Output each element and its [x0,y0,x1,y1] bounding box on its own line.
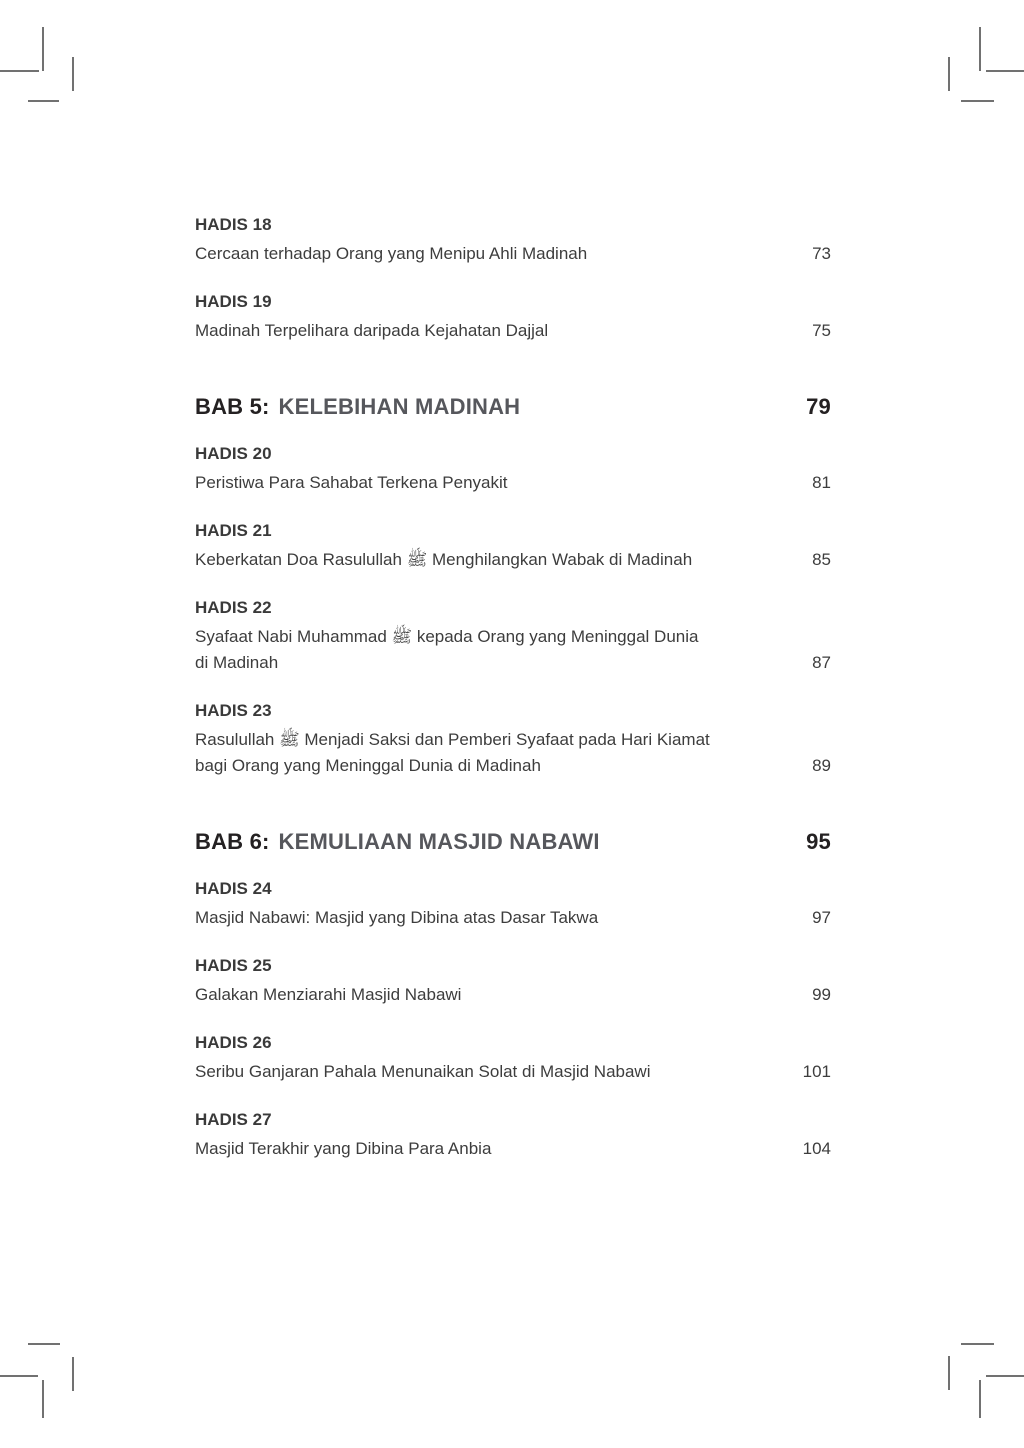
crop-mark-top-left-inner-vertical [72,57,74,91]
hadis-heading: HADIS 24 [195,879,272,898]
table-of-contents [195,214,831,1186]
toc-entry-row [195,1059,831,1085]
crop-mark-top-right-outer-horizontal [986,70,1024,72]
toc-entry [195,955,831,1008]
toc-entry [195,520,831,573]
page-number: 81 [812,473,831,492]
chapter-row [195,393,831,421]
toc-entry [195,214,831,267]
toc-entry [195,1032,831,1085]
crop-mark-bottom-left-inner-horizontal [28,1343,60,1345]
chapter-title: KELEBIHAN MADINAH [278,394,521,419]
page-number: 99 [812,985,831,1004]
crop-mark-bottom-left-outer-horizontal [0,1375,38,1377]
crop-mark-top-left-inner-horizontal [28,100,59,102]
hadis-heading: HADIS 23 [195,701,272,720]
toc-entry [195,1109,831,1162]
hadis-heading: HADIS 19 [195,292,272,311]
hadis-title: Masjid Terakhir yang Dibina Para Anbia [195,1139,492,1158]
page-number: 101 [802,1062,831,1081]
page-number: 73 [812,244,831,263]
toc-entry-row [195,727,831,779]
page-number: 85 [812,550,831,569]
toc-entry-row [195,547,831,573]
crop-mark-bottom-left-inner-vertical [72,1357,74,1391]
hadis-title: Seribu Ganjaran Pahala Menunaikan Solat di Masjid Nabawi [195,1062,651,1081]
hadis-title: Cercaan terhadap Orang yang Menipu Ahli Madinah [195,244,588,263]
toc-entry-row [195,241,831,267]
chapter-label: BAB 6: [195,829,270,854]
crop-mark-bottom-right-inner-vertical [948,1356,950,1390]
chapter-row [195,828,831,856]
toc-entry-row [195,470,831,496]
toc-entry-row [195,1136,831,1162]
crop-mark-bottom-right-inner-horizontal [961,1343,994,1345]
hadis-heading: HADIS 18 [195,215,272,234]
page-number: 89 [812,756,831,775]
page-number: 104 [802,1139,831,1158]
hadis-title: Rasulullah ﷺ Menjadi Saksi dan Pemberi Syafaat pada Hari Kiamat bagi Orang yang Meninggal Dunia di Madinah [195,730,710,775]
page-number: 97 [812,908,831,927]
crop-mark-top-right-inner-horizontal [961,100,994,102]
hadis-title: Syafaat Nabi Muhammad ﷺ kepada Orang yang Meninggal Dunia di Madinah [195,627,699,672]
toc-entry [195,443,831,496]
hadis-heading: HADIS 21 [195,521,272,540]
crop-mark-top-right-outer-vertical [979,27,981,71]
hadis-heading: HADIS 27 [195,1110,272,1129]
toc-entry-row [195,905,831,931]
hadis-heading: HADIS 22 [195,598,272,617]
crop-mark-top-right-inner-vertical [948,57,950,91]
chapter-page-number: 95 [806,829,831,854]
page-number: 87 [812,653,831,672]
page-number: 75 [812,321,831,340]
toc-entry [195,700,831,779]
crop-mark-bottom-right-outer-vertical [979,1380,981,1418]
toc-entry [195,597,831,676]
hadis-heading: HADIS 20 [195,444,272,463]
crop-mark-bottom-right-outer-horizontal [986,1375,1024,1377]
toc-entry [195,878,831,931]
chapter-label: BAB 5: [195,394,270,419]
hadis-heading: HADIS 25 [195,956,272,975]
toc-entry-row [195,624,831,676]
crop-mark-top-left-outer-horizontal [0,70,39,72]
toc-entry-row [195,982,831,1008]
chapter-title: KEMULIAAN MASJID NABAWI [278,829,600,854]
hadis-title: Keberkatan Doa Rasulullah ﷺ Menghilangkan Wabak di Madinah [195,550,693,569]
hadis-heading: HADIS 26 [195,1033,272,1052]
hadis-title: Madinah Terpelihara daripada Kejahatan Dajjal [195,321,549,340]
hadis-title: Masjid Nabawi: Masjid yang Dibina atas Dasar Takwa [195,908,599,927]
toc-entry [195,291,831,344]
toc-entry-row [195,318,831,344]
crop-mark-bottom-left-outer-vertical [42,1380,44,1418]
hadis-title: Peristiwa Para Sahabat Terkena Penyakit [195,473,508,492]
hadis-title: Galakan Menziarahi Masjid Nabawi [195,985,462,1004]
crop-mark-top-left-outer-vertical [42,27,44,71]
chapter-page-number: 79 [806,394,831,419]
